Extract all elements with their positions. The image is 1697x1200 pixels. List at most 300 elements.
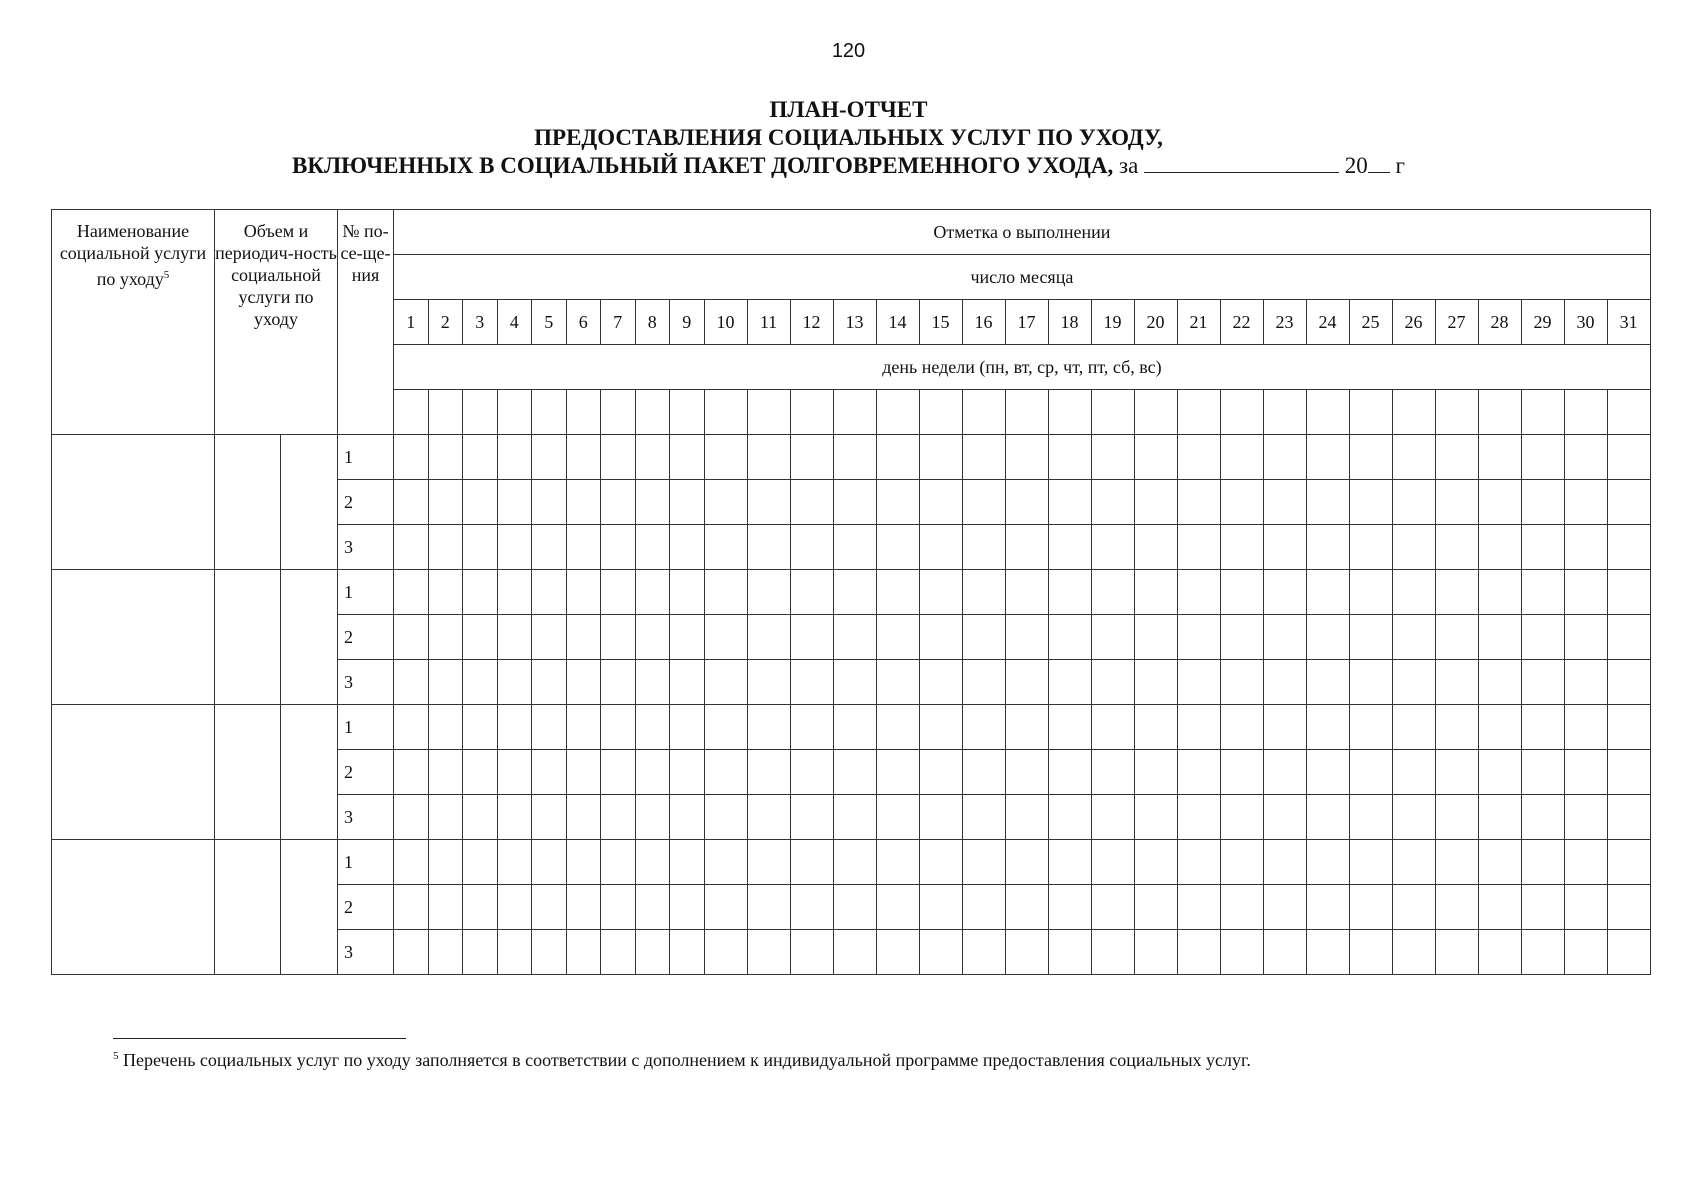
mark-cell[interactable]	[1005, 615, 1048, 660]
mark-cell[interactable]	[532, 615, 567, 660]
mark-cell[interactable]	[1263, 930, 1306, 975]
mark-cell[interactable]	[428, 525, 463, 570]
mark-cell[interactable]	[670, 570, 705, 615]
mark-cell[interactable]	[1392, 615, 1435, 660]
mark-cell[interactable]	[1091, 435, 1134, 480]
mark-cell[interactable]	[463, 930, 498, 975]
weekday-cell[interactable]	[1349, 390, 1392, 435]
mark-cell[interactable]	[704, 840, 747, 885]
mark-cell[interactable]	[497, 885, 532, 930]
volume-cell[interactable]	[215, 435, 281, 570]
mark-cell[interactable]	[704, 930, 747, 975]
weekday-cell[interactable]	[1607, 390, 1650, 435]
weekday-cell[interactable]	[601, 390, 636, 435]
mark-cell[interactable]	[497, 660, 532, 705]
mark-cell[interactable]	[747, 795, 790, 840]
mark-cell[interactable]	[463, 435, 498, 480]
mark-cell[interactable]	[747, 615, 790, 660]
mark-cell[interactable]	[635, 435, 670, 480]
mark-cell[interactable]	[1005, 795, 1048, 840]
mark-cell[interactable]	[1177, 750, 1220, 795]
mark-cell[interactable]	[1435, 660, 1478, 705]
mark-cell[interactable]	[1306, 750, 1349, 795]
weekday-cell[interactable]	[635, 390, 670, 435]
mark-cell[interactable]	[1521, 840, 1564, 885]
mark-cell[interactable]	[394, 885, 429, 930]
mark-cell[interactable]	[1607, 750, 1650, 795]
mark-cell[interactable]	[1435, 750, 1478, 795]
mark-cell[interactable]	[1220, 435, 1263, 480]
weekday-cell[interactable]	[394, 390, 429, 435]
mark-cell[interactable]	[1392, 570, 1435, 615]
mark-cell[interactable]	[1607, 570, 1650, 615]
mark-cell[interactable]	[670, 840, 705, 885]
mark-cell[interactable]	[566, 885, 601, 930]
period-blank[interactable]	[1144, 154, 1339, 173]
mark-cell[interactable]	[1306, 570, 1349, 615]
mark-cell[interactable]	[1478, 840, 1521, 885]
mark-cell[interactable]	[1306, 435, 1349, 480]
mark-cell[interactable]	[532, 525, 567, 570]
mark-cell[interactable]	[790, 885, 833, 930]
mark-cell[interactable]	[1048, 615, 1091, 660]
mark-cell[interactable]	[1134, 435, 1177, 480]
mark-cell[interactable]	[428, 705, 463, 750]
mark-cell[interactable]	[394, 930, 429, 975]
mark-cell[interactable]	[833, 615, 876, 660]
mark-cell[interactable]	[1091, 885, 1134, 930]
mark-cell[interactable]	[747, 480, 790, 525]
mark-cell[interactable]	[1521, 660, 1564, 705]
mark-cell[interactable]	[635, 660, 670, 705]
mark-cell[interactable]	[1521, 525, 1564, 570]
weekday-cell[interactable]	[919, 390, 962, 435]
mark-cell[interactable]	[1564, 615, 1607, 660]
mark-cell[interactable]	[704, 615, 747, 660]
mark-cell[interactable]	[1435, 525, 1478, 570]
mark-cell[interactable]	[790, 795, 833, 840]
mark-cell[interactable]	[532, 480, 567, 525]
mark-cell[interactable]	[428, 660, 463, 705]
mark-cell[interactable]	[833, 840, 876, 885]
mark-cell[interactable]	[394, 615, 429, 660]
mark-cell[interactable]	[635, 525, 670, 570]
mark-cell[interactable]	[919, 795, 962, 840]
mark-cell[interactable]	[1349, 885, 1392, 930]
mark-cell[interactable]	[1306, 525, 1349, 570]
mark-cell[interactable]	[704, 795, 747, 840]
mark-cell[interactable]	[1435, 570, 1478, 615]
mark-cell[interactable]	[1564, 435, 1607, 480]
mark-cell[interactable]	[1263, 885, 1306, 930]
mark-cell[interactable]	[1220, 930, 1263, 975]
mark-cell[interactable]	[1177, 795, 1220, 840]
mark-cell[interactable]	[704, 660, 747, 705]
mark-cell[interactable]	[1048, 705, 1091, 750]
mark-cell[interactable]	[635, 795, 670, 840]
mark-cell[interactable]	[635, 885, 670, 930]
mark-cell[interactable]	[394, 570, 429, 615]
mark-cell[interactable]	[1564, 885, 1607, 930]
weekday-cell[interactable]	[532, 390, 567, 435]
mark-cell[interactable]	[919, 570, 962, 615]
mark-cell[interactable]	[1177, 480, 1220, 525]
mark-cell[interactable]	[1349, 660, 1392, 705]
mark-cell[interactable]	[833, 435, 876, 480]
mark-cell[interactable]	[1005, 525, 1048, 570]
mark-cell[interactable]	[497, 480, 532, 525]
mark-cell[interactable]	[394, 795, 429, 840]
weekday-cell[interactable]	[833, 390, 876, 435]
mark-cell[interactable]	[428, 615, 463, 660]
mark-cell[interactable]	[428, 795, 463, 840]
weekday-cell[interactable]	[1177, 390, 1220, 435]
mark-cell[interactable]	[497, 615, 532, 660]
mark-cell[interactable]	[1392, 930, 1435, 975]
mark-cell[interactable]	[1564, 705, 1607, 750]
mark-cell[interactable]	[1134, 840, 1177, 885]
mark-cell[interactable]	[1306, 840, 1349, 885]
mark-cell[interactable]	[1091, 795, 1134, 840]
mark-cell[interactable]	[635, 705, 670, 750]
mark-cell[interactable]	[635, 930, 670, 975]
mark-cell[interactable]	[394, 480, 429, 525]
mark-cell[interactable]	[1564, 750, 1607, 795]
mark-cell[interactable]	[463, 795, 498, 840]
mark-cell[interactable]	[1048, 795, 1091, 840]
mark-cell[interactable]	[428, 840, 463, 885]
mark-cell[interactable]	[790, 570, 833, 615]
mark-cell[interactable]	[463, 525, 498, 570]
mark-cell[interactable]	[1306, 480, 1349, 525]
mark-cell[interactable]	[497, 840, 532, 885]
mark-cell[interactable]	[394, 435, 429, 480]
mark-cell[interactable]	[704, 750, 747, 795]
weekday-cell[interactable]	[1478, 390, 1521, 435]
mark-cell[interactable]	[1435, 795, 1478, 840]
service-name-cell[interactable]	[52, 570, 215, 705]
weekday-cell[interactable]	[1263, 390, 1306, 435]
mark-cell[interactable]	[1478, 660, 1521, 705]
mark-cell[interactable]	[876, 885, 919, 930]
mark-cell[interactable]	[1005, 435, 1048, 480]
mark-cell[interactable]	[532, 570, 567, 615]
mark-cell[interactable]	[1478, 525, 1521, 570]
mark-cell[interactable]	[919, 930, 962, 975]
mark-cell[interactable]	[962, 885, 1005, 930]
mark-cell[interactable]	[1091, 615, 1134, 660]
mark-cell[interactable]	[1435, 615, 1478, 660]
mark-cell[interactable]	[876, 660, 919, 705]
mark-cell[interactable]	[566, 660, 601, 705]
mark-cell[interactable]	[962, 840, 1005, 885]
mark-cell[interactable]	[1521, 795, 1564, 840]
mark-cell[interactable]	[532, 435, 567, 480]
mark-cell[interactable]	[876, 615, 919, 660]
mark-cell[interactable]	[1005, 705, 1048, 750]
mark-cell[interactable]	[1091, 570, 1134, 615]
mark-cell[interactable]	[1263, 705, 1306, 750]
mark-cell[interactable]	[833, 885, 876, 930]
mark-cell[interactable]	[1048, 480, 1091, 525]
mark-cell[interactable]	[497, 930, 532, 975]
mark-cell[interactable]	[394, 750, 429, 795]
mark-cell[interactable]	[1607, 885, 1650, 930]
mark-cell[interactable]	[1392, 885, 1435, 930]
mark-cell[interactable]	[1349, 750, 1392, 795]
mark-cell[interactable]	[1005, 885, 1048, 930]
mark-cell[interactable]	[532, 660, 567, 705]
mark-cell[interactable]	[1177, 885, 1220, 930]
mark-cell[interactable]	[1005, 840, 1048, 885]
mark-cell[interactable]	[1091, 750, 1134, 795]
mark-cell[interactable]	[1263, 435, 1306, 480]
mark-cell[interactable]	[670, 750, 705, 795]
mark-cell[interactable]	[1349, 480, 1392, 525]
mark-cell[interactable]	[747, 525, 790, 570]
mark-cell[interactable]	[833, 570, 876, 615]
mark-cell[interactable]	[1263, 480, 1306, 525]
mark-cell[interactable]	[601, 435, 636, 480]
mark-cell[interactable]	[601, 930, 636, 975]
mark-cell[interactable]	[833, 480, 876, 525]
mark-cell[interactable]	[566, 570, 601, 615]
mark-cell[interactable]	[1607, 615, 1650, 660]
mark-cell[interactable]	[962, 525, 1005, 570]
periodicity-cell[interactable]	[281, 705, 338, 840]
mark-cell[interactable]	[670, 795, 705, 840]
mark-cell[interactable]	[962, 570, 1005, 615]
mark-cell[interactable]	[463, 615, 498, 660]
mark-cell[interactable]	[1134, 705, 1177, 750]
weekday-cell[interactable]	[790, 390, 833, 435]
mark-cell[interactable]	[1306, 705, 1349, 750]
mark-cell[interactable]	[1564, 660, 1607, 705]
mark-cell[interactable]	[1134, 480, 1177, 525]
mark-cell[interactable]	[532, 930, 567, 975]
mark-cell[interactable]	[1091, 525, 1134, 570]
mark-cell[interactable]	[747, 705, 790, 750]
periodicity-cell[interactable]	[281, 435, 338, 570]
mark-cell[interactable]	[566, 750, 601, 795]
mark-cell[interactable]	[1392, 660, 1435, 705]
mark-cell[interactable]	[1349, 435, 1392, 480]
mark-cell[interactable]	[747, 570, 790, 615]
mark-cell[interactable]	[670, 435, 705, 480]
mark-cell[interactable]	[876, 480, 919, 525]
volume-cell[interactable]	[215, 570, 281, 705]
mark-cell[interactable]	[1478, 705, 1521, 750]
mark-cell[interactable]	[635, 570, 670, 615]
mark-cell[interactable]	[833, 660, 876, 705]
mark-cell[interactable]	[1349, 570, 1392, 615]
mark-cell[interactable]	[566, 615, 601, 660]
mark-cell[interactable]	[532, 795, 567, 840]
mark-cell[interactable]	[1349, 795, 1392, 840]
mark-cell[interactable]	[1392, 840, 1435, 885]
mark-cell[interactable]	[790, 660, 833, 705]
mark-cell[interactable]	[747, 660, 790, 705]
mark-cell[interactable]	[747, 885, 790, 930]
mark-cell[interactable]	[790, 615, 833, 660]
mark-cell[interactable]	[670, 480, 705, 525]
weekday-cell[interactable]	[704, 390, 747, 435]
mark-cell[interactable]	[919, 885, 962, 930]
mark-cell[interactable]	[1392, 480, 1435, 525]
mark-cell[interactable]	[876, 840, 919, 885]
mark-cell[interactable]	[1134, 615, 1177, 660]
mark-cell[interactable]	[1521, 885, 1564, 930]
mark-cell[interactable]	[1220, 705, 1263, 750]
mark-cell[interactable]	[1607, 660, 1650, 705]
mark-cell[interactable]	[566, 705, 601, 750]
weekday-cell[interactable]	[463, 390, 498, 435]
mark-cell[interactable]	[635, 750, 670, 795]
mark-cell[interactable]	[1478, 750, 1521, 795]
mark-cell[interactable]	[790, 750, 833, 795]
mark-cell[interactable]	[876, 705, 919, 750]
mark-cell[interactable]	[1349, 840, 1392, 885]
mark-cell[interactable]	[1048, 840, 1091, 885]
mark-cell[interactable]	[876, 570, 919, 615]
mark-cell[interactable]	[428, 480, 463, 525]
mark-cell[interactable]	[919, 435, 962, 480]
mark-cell[interactable]	[747, 930, 790, 975]
mark-cell[interactable]	[1177, 705, 1220, 750]
mark-cell[interactable]	[1392, 435, 1435, 480]
mark-cell[interactable]	[962, 480, 1005, 525]
mark-cell[interactable]	[876, 750, 919, 795]
mark-cell[interactable]	[463, 840, 498, 885]
service-name-cell[interactable]	[52, 705, 215, 840]
mark-cell[interactable]	[1349, 705, 1392, 750]
mark-cell[interactable]	[463, 570, 498, 615]
mark-cell[interactable]	[1478, 795, 1521, 840]
mark-cell[interactable]	[962, 930, 1005, 975]
mark-cell[interactable]	[833, 525, 876, 570]
mark-cell[interactable]	[601, 750, 636, 795]
mark-cell[interactable]	[1392, 525, 1435, 570]
mark-cell[interactable]	[1220, 660, 1263, 705]
mark-cell[interactable]	[1134, 885, 1177, 930]
mark-cell[interactable]	[394, 660, 429, 705]
mark-cell[interactable]	[635, 480, 670, 525]
mark-cell[interactable]	[704, 525, 747, 570]
mark-cell[interactable]	[1607, 705, 1650, 750]
mark-cell[interactable]	[704, 885, 747, 930]
mark-cell[interactable]	[601, 615, 636, 660]
weekday-cell[interactable]	[566, 390, 601, 435]
mark-cell[interactable]	[497, 795, 532, 840]
mark-cell[interactable]	[833, 795, 876, 840]
mark-cell[interactable]	[463, 885, 498, 930]
mark-cell[interactable]	[1306, 615, 1349, 660]
mark-cell[interactable]	[1435, 840, 1478, 885]
mark-cell[interactable]	[1091, 660, 1134, 705]
mark-cell[interactable]	[1177, 930, 1220, 975]
mark-cell[interactable]	[962, 795, 1005, 840]
mark-cell[interactable]	[497, 435, 532, 480]
mark-cell[interactable]	[919, 705, 962, 750]
mark-cell[interactable]	[601, 840, 636, 885]
mark-cell[interactable]	[1134, 795, 1177, 840]
mark-cell[interactable]	[1478, 570, 1521, 615]
mark-cell[interactable]	[463, 660, 498, 705]
mark-cell[interactable]	[1048, 930, 1091, 975]
mark-cell[interactable]	[1349, 525, 1392, 570]
weekday-cell[interactable]	[1005, 390, 1048, 435]
mark-cell[interactable]	[1521, 615, 1564, 660]
mark-cell[interactable]	[1134, 750, 1177, 795]
mark-cell[interactable]	[1478, 615, 1521, 660]
mark-cell[interactable]	[1220, 885, 1263, 930]
mark-cell[interactable]	[463, 705, 498, 750]
mark-cell[interactable]	[962, 660, 1005, 705]
weekday-cell[interactable]	[747, 390, 790, 435]
mark-cell[interactable]	[790, 840, 833, 885]
mark-cell[interactable]	[1048, 570, 1091, 615]
mark-cell[interactable]	[1564, 480, 1607, 525]
mark-cell[interactable]	[532, 885, 567, 930]
mark-cell[interactable]	[1564, 570, 1607, 615]
mark-cell[interactable]	[833, 750, 876, 795]
weekday-cell[interactable]	[1091, 390, 1134, 435]
mark-cell[interactable]	[747, 750, 790, 795]
mark-cell[interactable]	[428, 930, 463, 975]
mark-cell[interactable]	[1349, 615, 1392, 660]
mark-cell[interactable]	[566, 840, 601, 885]
mark-cell[interactable]	[1306, 930, 1349, 975]
mark-cell[interactable]	[635, 840, 670, 885]
mark-cell[interactable]	[1564, 525, 1607, 570]
mark-cell[interactable]	[1005, 750, 1048, 795]
mark-cell[interactable]	[1220, 840, 1263, 885]
mark-cell[interactable]	[601, 480, 636, 525]
mark-cell[interactable]	[1220, 615, 1263, 660]
mark-cell[interactable]	[463, 750, 498, 795]
mark-cell[interactable]	[532, 705, 567, 750]
mark-cell[interactable]	[1306, 660, 1349, 705]
mark-cell[interactable]	[1263, 615, 1306, 660]
mark-cell[interactable]	[670, 660, 705, 705]
mark-cell[interactable]	[962, 705, 1005, 750]
mark-cell[interactable]	[1177, 660, 1220, 705]
mark-cell[interactable]	[704, 435, 747, 480]
mark-cell[interactable]	[1564, 930, 1607, 975]
mark-cell[interactable]	[1263, 525, 1306, 570]
weekday-cell[interactable]	[1564, 390, 1607, 435]
mark-cell[interactable]	[601, 660, 636, 705]
mark-cell[interactable]	[601, 795, 636, 840]
mark-cell[interactable]	[532, 750, 567, 795]
mark-cell[interactable]	[790, 525, 833, 570]
mark-cell[interactable]	[704, 705, 747, 750]
mark-cell[interactable]	[1478, 480, 1521, 525]
weekday-cell[interactable]	[497, 390, 532, 435]
mark-cell[interactable]	[1091, 840, 1134, 885]
mark-cell[interactable]	[919, 840, 962, 885]
mark-cell[interactable]	[1263, 795, 1306, 840]
mark-cell[interactable]	[919, 615, 962, 660]
mark-cell[interactable]	[1177, 840, 1220, 885]
mark-cell[interactable]	[1435, 705, 1478, 750]
mark-cell[interactable]	[1177, 435, 1220, 480]
mark-cell[interactable]	[1177, 615, 1220, 660]
mark-cell[interactable]	[394, 840, 429, 885]
mark-cell[interactable]	[1435, 480, 1478, 525]
mark-cell[interactable]	[566, 795, 601, 840]
mark-cell[interactable]	[1306, 795, 1349, 840]
